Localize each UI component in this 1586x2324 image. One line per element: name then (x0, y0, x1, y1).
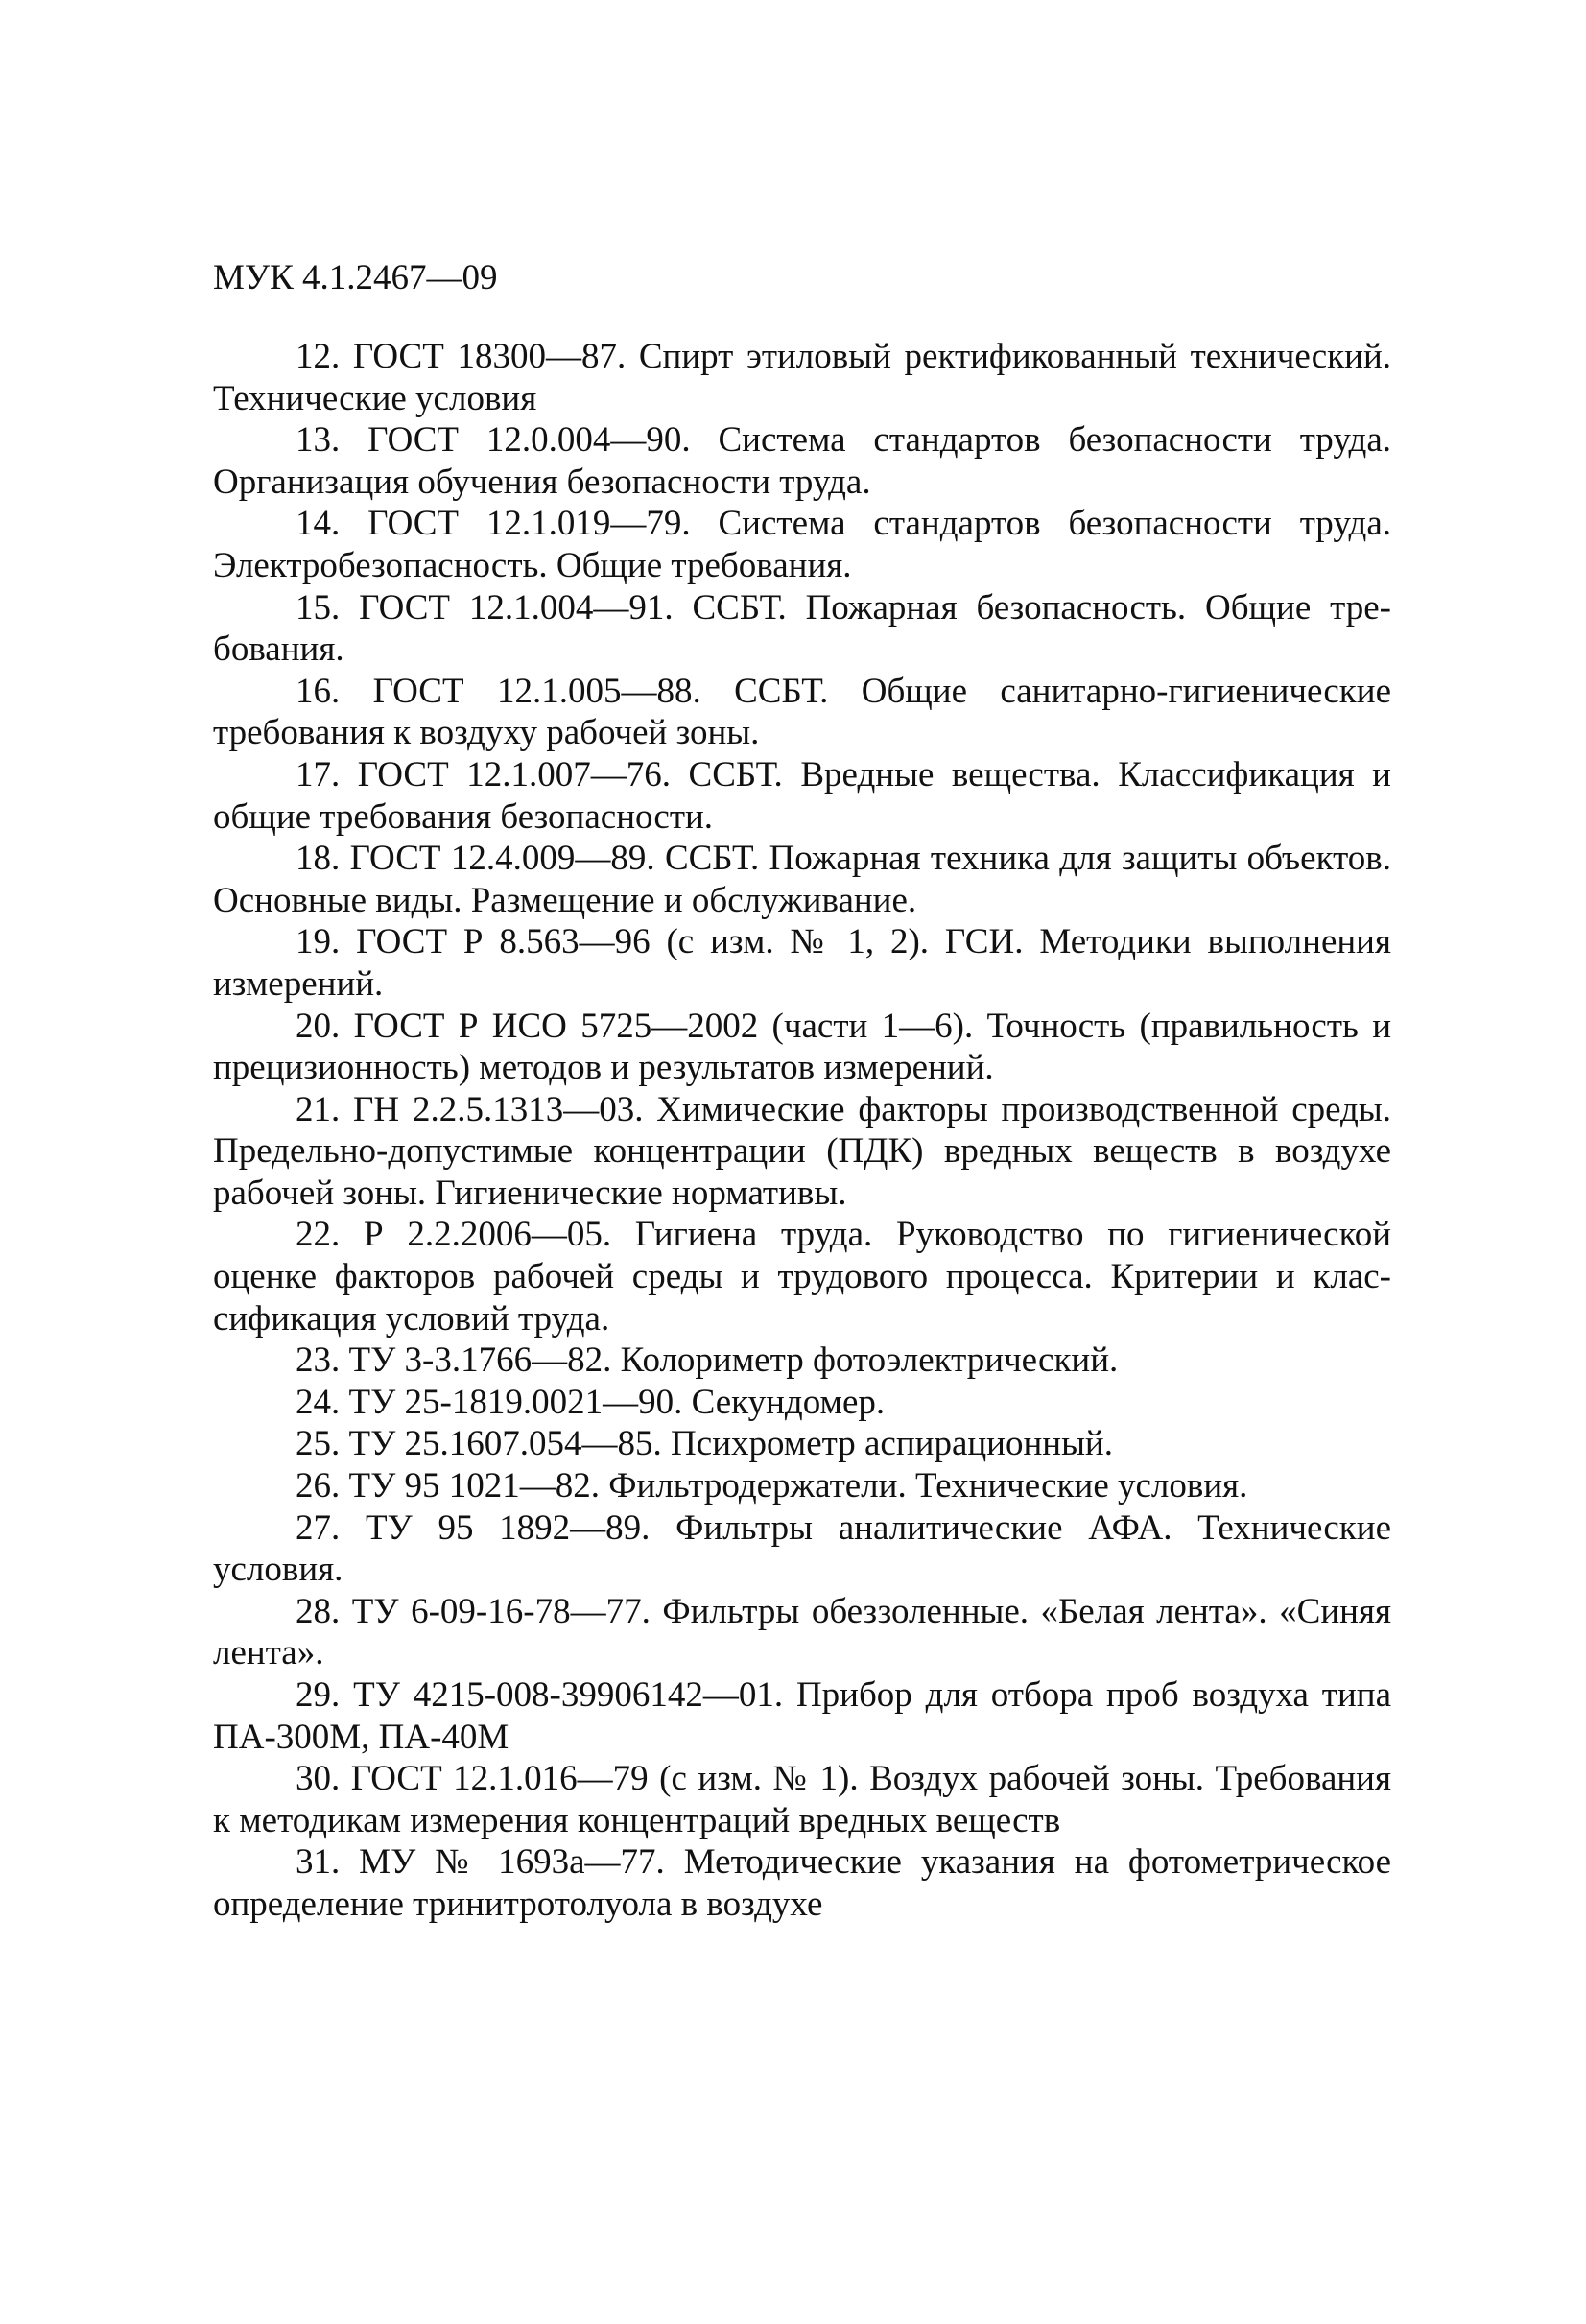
reference-item: 30. ГОСТ 12.1.016—79 (с изм. № 1). Воздух рабочей зоны. Требования к методикам измерения концентраций вредных веществ (213, 1759, 1391, 1840)
reference-item: 21. ГН 2.2.5.1313—03. Химические факторы производственной среды. Предельно-допустимые концентрации (ПДК) вредных веществ в воздухе рабочей зоны. Гигиенические нормативы. (213, 1089, 1391, 1213)
reference-item: 26. ТУ 95 1021—82. Фильтродержатели. Технические условия. (296, 1466, 1248, 1506)
document-code-header: МУК 4.1.2467—09 (213, 258, 498, 297)
reference-item: 14. ГОСТ 12.1.019—79. Система стандартов безопасности труда. Электробезопасность. Общие требования. (213, 504, 1391, 585)
reference-item: 23. ТУ 3-3.1766—82. Колориметр фотоэлектрический. (296, 1340, 1119, 1381)
reference-item: 17. ГОСТ 12.1.007—76. ССБТ. Вредные вещества. Классификация и общие требования безопасности. (213, 754, 1391, 837)
reference-item: 25. ТУ 25.1607.054—85. Психрометр аспирационный. (296, 1424, 1113, 1464)
reference-item: 28. ТУ 6-09-16-78—77. Фильтры обеззоленные. «Белая лента». «Синяя лента». (213, 1591, 1391, 1673)
reference-item: 16. ГОСТ 12.1.005—88. ССБТ. Общие санитарно-гигиенические требования к воздуху рабочей зоны. (213, 671, 1391, 753)
reference-item: 18. ГОСТ 12.4.009—89. ССБТ. Пожарная техника для защиты объектов. Основные виды. Размещение и обслуживание. (213, 839, 1391, 920)
reference-item: 13. ГОСТ 12.0.004—90. Система стандартов безопасности труда. Организация обучения безопасности труда. (213, 420, 1391, 502)
reference-item: 31. МУ № 1693а—77. Методические указания на фотометрическое определение тринитротолуола в воздухе (213, 1842, 1391, 1924)
reference-item: 20. ГОСТ Р ИСО 5725—2002 (части 1—6). Точность (правильность и прецизионность) методов и результатов измерений. (213, 1006, 1391, 1088)
reference-item: 15. ГОСТ 12.1.004—91. ССБТ. Пожарная безопасность. Общие требования. (213, 587, 1391, 670)
reference-item: 19. ГОСТ Р 8.563—96 (с изм. № 1, 2). ГСИ. Методики выполнения измерений. (213, 922, 1391, 1004)
reference-item: 29. ТУ 4215-008-39906142—01. Прибор для отбора проб воздуха типа ПА-300М, ПА-40М (213, 1675, 1391, 1757)
reference-list (213, 336, 1391, 1926)
reference-item: 24. ТУ 25-1819.0021—90. Секундомер. (296, 1382, 886, 1422)
reference-item: 12. ГОСТ 18300—87. Спирт этиловый ректификованный технический. Технические условия (213, 337, 1391, 418)
reference-item: 27. ТУ 95 1892—89. Фильтры аналитические АФА. Технические условия. (213, 1507, 1391, 1590)
reference-item: 22. Р 2.2.2006—05. Гигиена труда. Руководство по гигиенической оценке факторов рабочей среды и трудового процесса. Критерии и классификация условий труда. (213, 1215, 1391, 1339)
